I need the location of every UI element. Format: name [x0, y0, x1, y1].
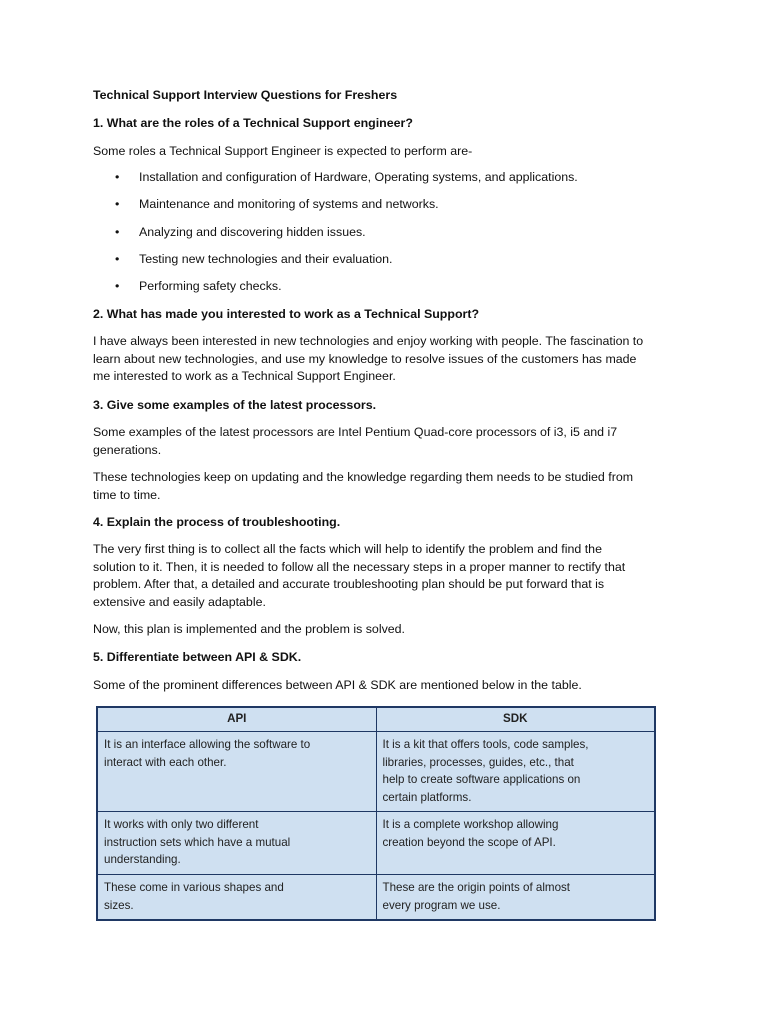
question-2-heading: 2. What has made you interested to work as a Technical Support?	[93, 307, 480, 321]
cell-line: every program we use.	[382, 898, 501, 912]
bullet-item: Performing safety checks.	[139, 279, 282, 293]
bullet-marker: •	[115, 279, 120, 293]
cell-line: sizes.	[104, 898, 134, 912]
question-3-answer-1	[93, 424, 693, 459]
bullet-item: Maintenance and monitoring of systems and networks.	[139, 197, 439, 211]
bullet-marker: •	[115, 197, 120, 211]
cell-line: It works with only two different	[104, 818, 259, 831]
cell-line: understanding.	[104, 853, 181, 866]
answer-line: Some examples of the latest processors are Intel Pentium Quad-core processors of i3, i5 and i7	[93, 425, 618, 439]
question-3-heading: 3. Give some examples of the latest processors.	[93, 398, 377, 412]
cell-line: libraries, processes, guides, etc., that	[382, 755, 574, 769]
question-5-heading: 5. Differentiate between API & SDK.	[93, 650, 302, 664]
bullet-item: Installation and configuration of Hardware, Operating systems, and applications.	[139, 170, 578, 184]
bullet-item: Testing new technologies and their evaluation.	[139, 252, 393, 266]
table-cell-sdk	[376, 732, 655, 812]
cell-line: It is a kit that offers tools, code samples,	[382, 738, 589, 751]
table-cell-api	[97, 875, 376, 921]
question-2-answer	[93, 333, 693, 386]
question-4-answer-2: Now, this plan is implemented and the problem is solved.	[93, 622, 405, 636]
answer-line: learn about new technologies, and use my knowledge to resolve issues of the customers has made	[93, 351, 637, 366]
document-title: Technical Support Interview Questions for Freshers	[93, 88, 398, 102]
answer-line: time to time.	[93, 487, 161, 502]
question-1-intro: Some roles a Technical Support Engineer is expected to perform are-	[93, 144, 473, 158]
answer-line: These technologies keep on updating and the knowledge regarding them needs to be studied from	[93, 470, 634, 484]
question-3-answer-2	[93, 469, 693, 504]
cell-line: certain platforms.	[382, 790, 472, 804]
bullet-marker: •	[115, 170, 120, 184]
cell-line: It is an interface allowing the software to	[104, 738, 311, 751]
answer-line: extensive and easily adaptable.	[93, 594, 266, 609]
cell-line: interact with each other.	[104, 755, 227, 769]
question-4-answer-1	[93, 541, 693, 611]
bullet-item: Analyzing and discovering hidden issues.	[139, 225, 366, 239]
cell-line: These are the origin points of almost	[382, 881, 571, 894]
cell-line: help to create software applications on	[382, 773, 581, 786]
cell-line: These come in various shapes and	[104, 881, 284, 894]
api-sdk-comparison-table	[96, 706, 656, 921]
bullet-marker: •	[115, 252, 120, 266]
question-5-intro: Some of the prominent differences between API & SDK are mentioned below in the table.	[93, 678, 582, 692]
table-header-sdk: SDK	[376, 707, 655, 732]
answer-line: The very first thing is to collect all the facts which will help to identify the problem and find the	[93, 542, 602, 556]
answer-line: I have always been interested in new technologies and enjoy working with people. The fascination to	[93, 334, 644, 348]
table-cell-api	[97, 812, 376, 875]
table-row	[97, 732, 655, 812]
table-cell-api	[97, 732, 376, 812]
table-header-row	[97, 707, 655, 732]
cell-line: instruction sets which have a mutual	[104, 835, 291, 849]
bullet-marker: •	[115, 225, 120, 239]
question-1-heading: 1. What are the roles of a Technical Support engineer?	[93, 116, 413, 130]
table-row	[97, 875, 655, 921]
table-cell-sdk	[376, 875, 655, 921]
cell-line: It is a complete workshop allowing	[382, 818, 559, 831]
table-cell-sdk	[376, 812, 655, 875]
answer-line: me interested to work as a Technical Support Engineer.	[93, 369, 396, 384]
question-4-heading: 4. Explain the process of troubleshooting.	[93, 515, 341, 529]
answer-line: problem. After that, a detailed and accurate troubleshooting plan should be put forward that is	[93, 577, 605, 592]
table-header-api: API	[97, 707, 376, 732]
cell-line: creation beyond the scope of API.	[382, 835, 556, 849]
answer-line: generations.	[93, 442, 162, 457]
answer-line: solution to it. Then, it is needed to follow all the necessary steps in a proper manner to rectify that	[93, 559, 626, 574]
table-row	[97, 812, 655, 875]
